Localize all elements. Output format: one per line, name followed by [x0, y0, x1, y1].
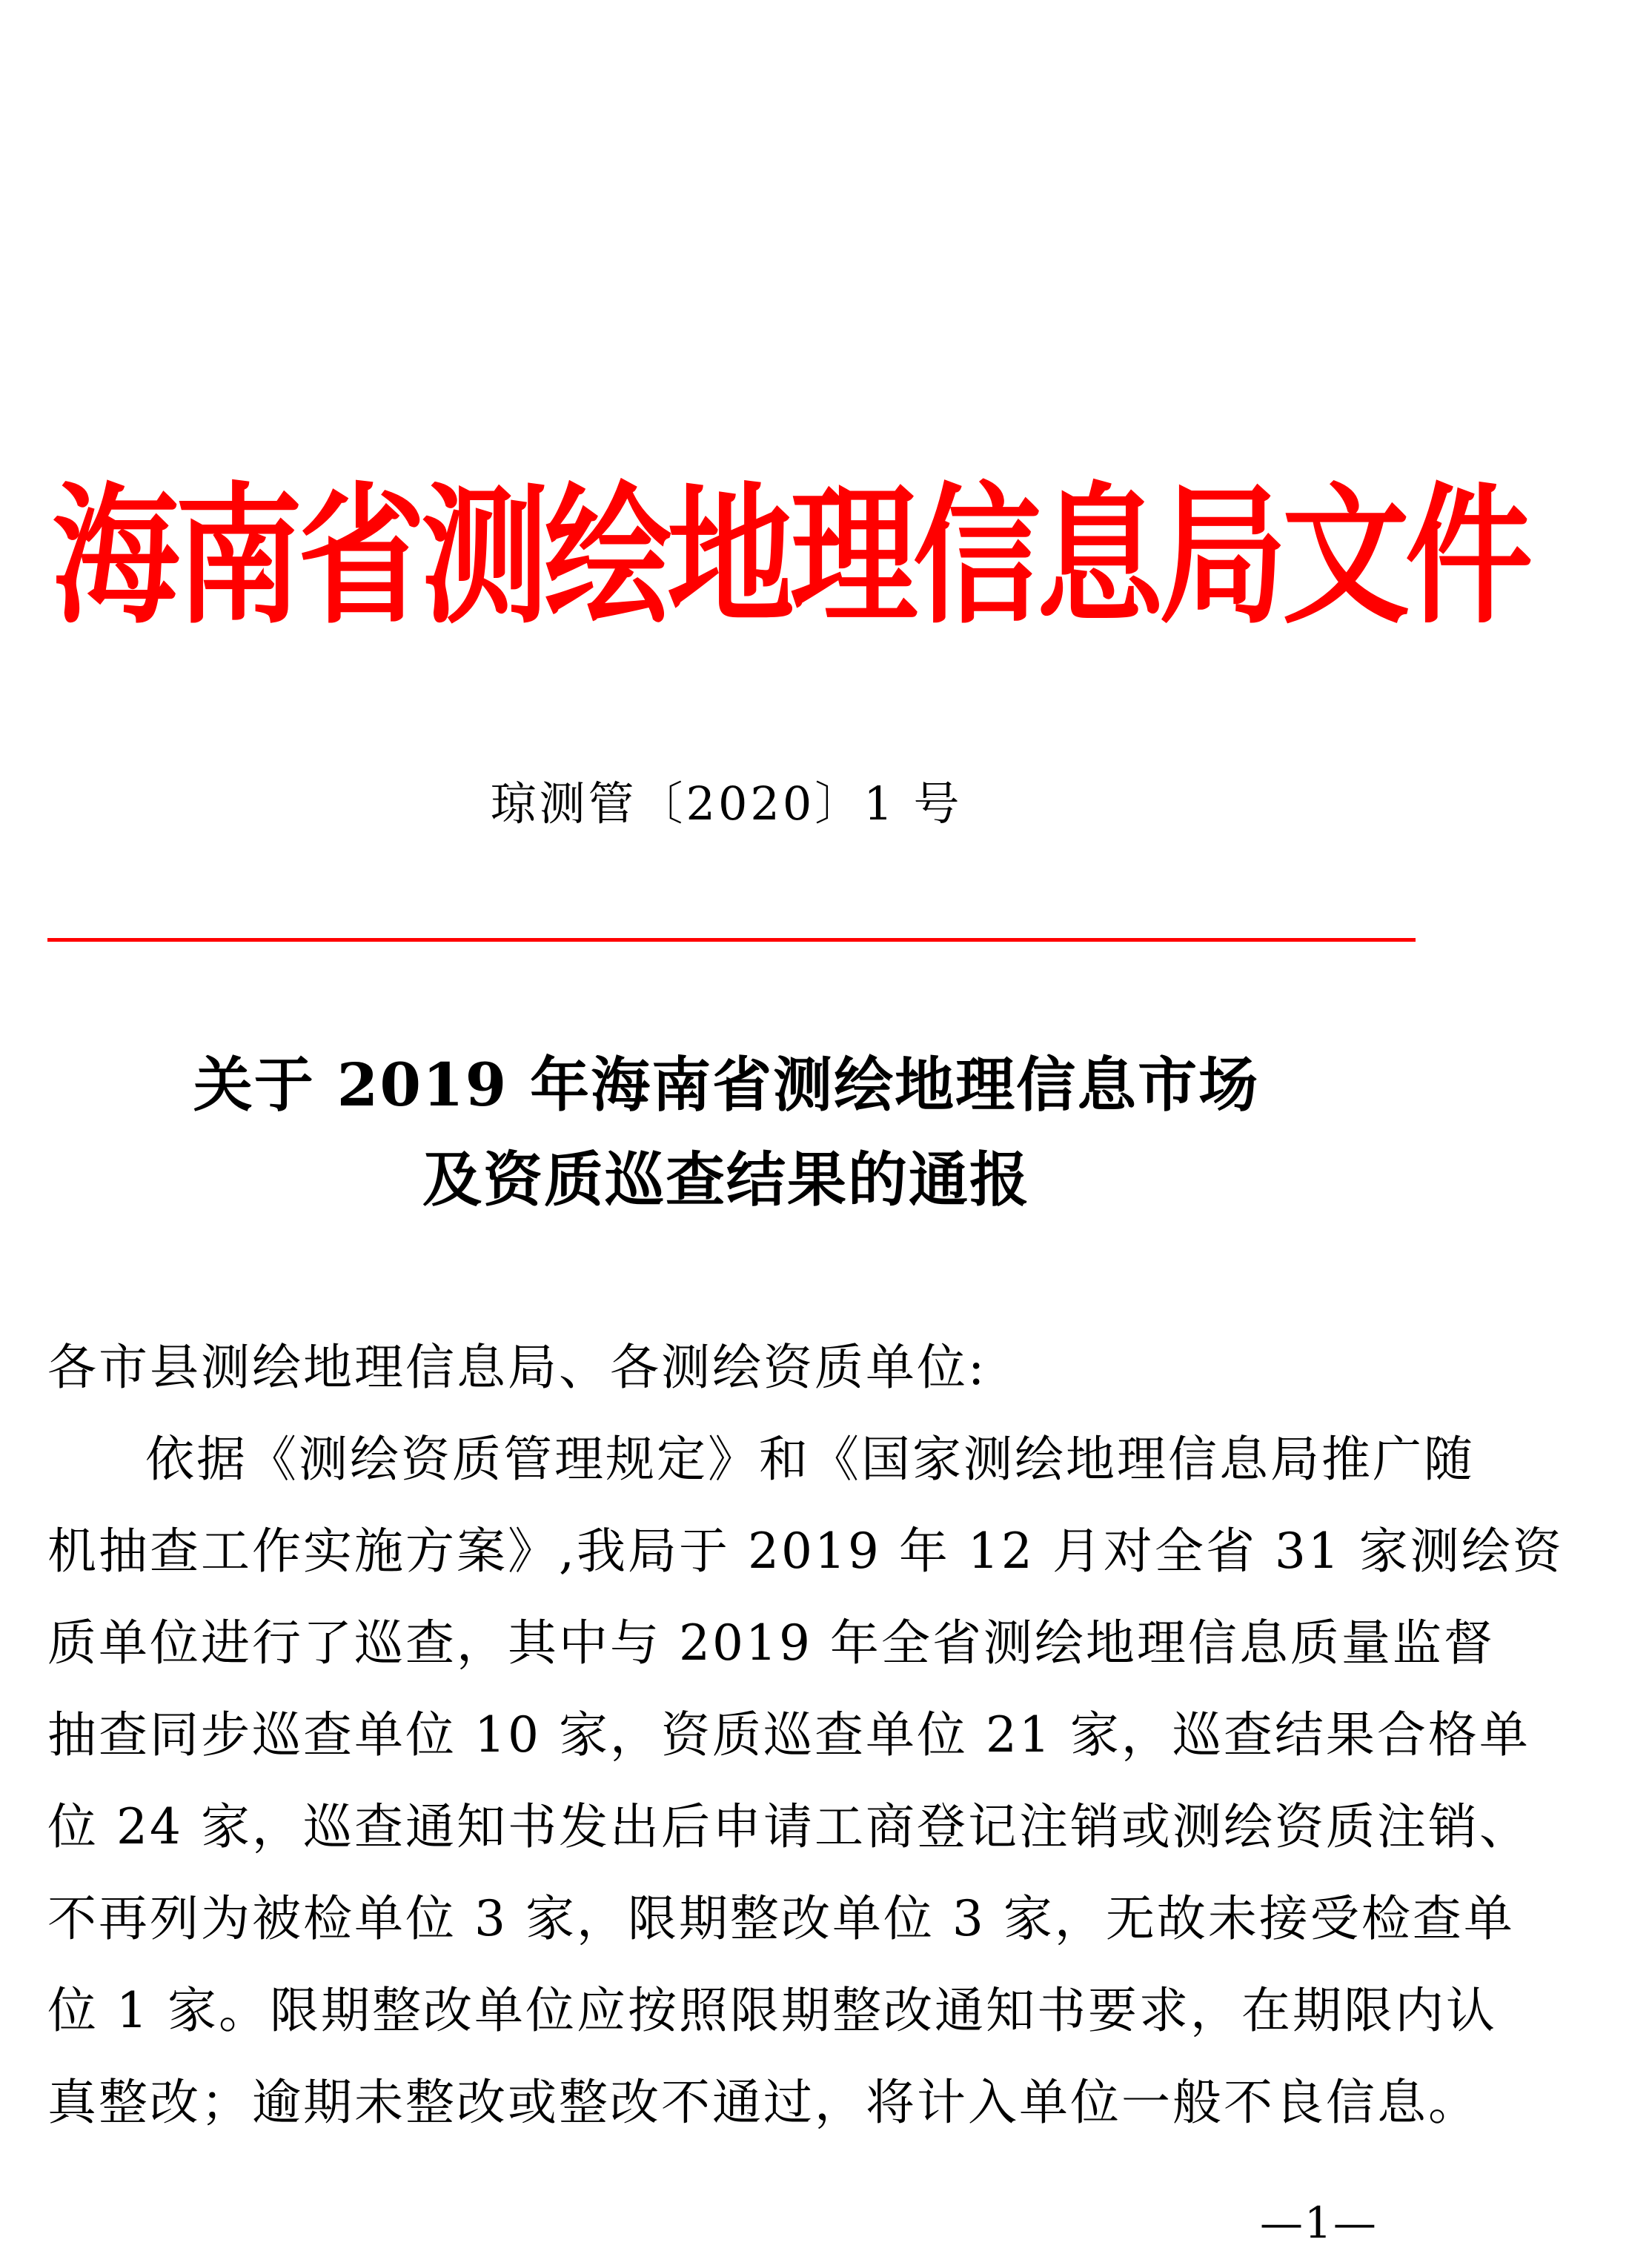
document-body: [47, 1322, 1564, 2149]
paragraph-line: 真整改；逾期未整改或整改不通过，将计入单位一般不良信息。: [47, 2074, 1479, 2131]
document-subject: [0, 1037, 1453, 1227]
paragraph-line: 机抽查工作实施方案》,我局于 2019 年 12 月对全省 31 家测绘资: [47, 1523, 1564, 1580]
paragraph-line: 不再列为被检单位 3 家，限期整改单位 3 家，无故未接受检查单: [47, 1890, 1515, 1947]
subject-line-2: 及资质巡查结果的通报: [422, 1145, 1030, 1214]
document-header-title: 海南省测绘地理信息局文件: [52, 468, 1528, 645]
paragraph-line: 依据《测绘资质管理规定》和《国家测绘地理信息局推广随: [145, 1431, 1475, 1488]
paragraph-line: 抽查同步巡查单位 10 家，资质巡查单位 21 家，巡查结果合格单: [47, 1706, 1530, 1763]
paragraph-line: 位 24 家，巡查通知书发出后申请工商登记注销或测绘资质注销、: [47, 1798, 1530, 1855]
paragraph-line: 位 1 家。限期整改单位应按照限期整改通知书要求，在期限内认: [47, 1982, 1497, 2039]
subject-line-1: 关于 2019 年海南省测绘地理信息市场: [193, 1050, 1260, 1120]
paragraph-line: 质单位进行了巡查，其中与 2019 年全省测绘地理信息质量监督: [47, 1614, 1495, 1672]
page-number: —1—: [1260, 2198, 1378, 2248]
red-divider-line: [47, 938, 1416, 942]
document-number: 琼测管〔2020〕1 号: [490, 776, 963, 831]
salutation: 各市县测绘地理信息局、各测绘资质单位:: [47, 1339, 987, 1396]
body-paragraph: [47, 1414, 1564, 2149]
